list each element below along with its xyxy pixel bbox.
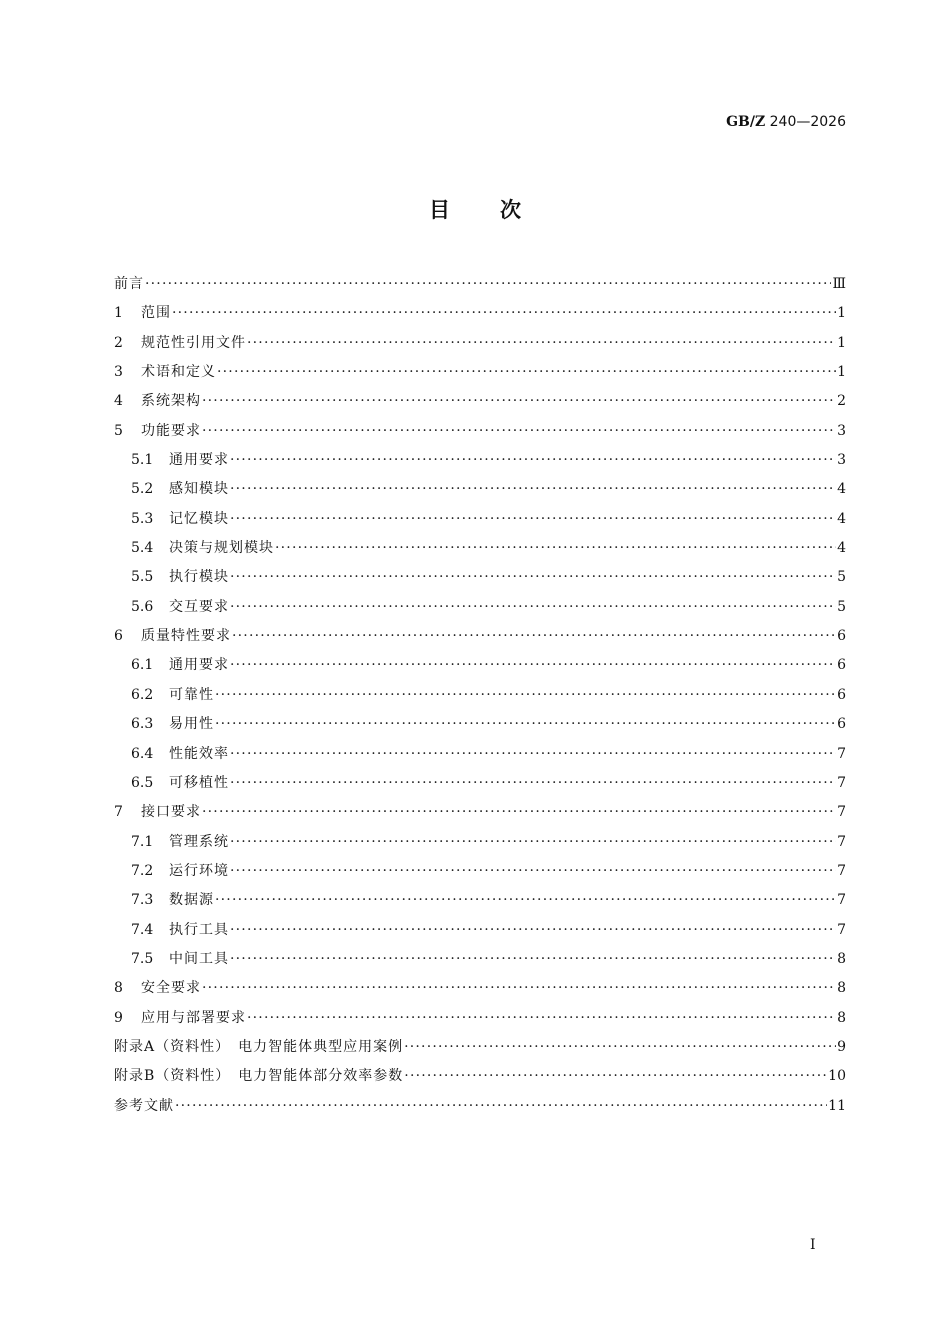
page-number: Ⅰ [810,1237,816,1253]
toc-entry-label: 术语和定义 [141,364,216,381]
toc-entry[interactable] [114,945,846,974]
toc-entry[interactable] [114,769,846,798]
toc-entry-label: 前言 [114,276,144,292]
toc-entry-label: 运行环境 [169,862,229,879]
toc-entry[interactable] [114,740,846,769]
toc-entry-number: 4 [114,393,123,410]
toc-entry-page: 7 [837,862,846,879]
toc-entry-number: 7.1 [131,833,154,850]
standard-number: 240—2026 [769,114,846,130]
toc-entry-page: 1 [837,364,846,381]
toc-entry-label: 执行模块 [169,569,229,586]
dot-leader [230,916,836,945]
toc-entry[interactable] [114,299,846,328]
toc-entry-number: 5.5 [131,569,154,586]
dot-leader [172,299,836,328]
dot-leader [230,563,836,592]
toc-entry-label: 规范性引用文件 [141,334,246,351]
standard-prefix: GB/Z [726,114,766,130]
dot-leader [230,945,836,974]
toc-entry[interactable] [114,974,846,1003]
toc-entry-number: 7 [114,804,123,821]
toc-entry[interactable] [114,857,846,886]
toc-entry[interactable] [114,651,846,680]
toc-entry-page: 1 [837,334,846,351]
toc-entry-page: 5 [837,569,846,586]
toc-entry-label: 管理系统 [169,833,229,850]
toc-entry[interactable] [114,417,846,446]
toc-entry-page: 10 [828,1068,846,1085]
toc-entry-page: 3 [837,422,846,439]
toc-entry-number: 3 [114,364,123,381]
toc-entry[interactable] [114,563,846,592]
toc-entry-number: 5.6 [131,598,154,615]
toc-entry-page: 11 [828,1097,846,1114]
dot-leader [247,1004,836,1033]
toc-entry-number: 6.1 [131,657,154,674]
toc-entry[interactable] [114,446,846,475]
table-of-contents [114,270,846,1121]
toc-entry-label: 安全要求 [141,980,201,997]
toc-entry-page: 4 [837,481,846,498]
toc-entry-label: 接口要求 [141,804,201,821]
toc-entry[interactable] [114,475,846,504]
toc-entry[interactable] [114,505,846,534]
toc-entry-number: 5 [114,422,123,439]
dot-leader [230,446,836,475]
toc-entry[interactable] [114,798,846,827]
toc-entry[interactable] [114,681,846,710]
toc-entry-number: 7.5 [131,950,154,967]
toc-entry-page: 8 [837,980,846,997]
toc-entry-label: 决策与规划模块 [169,540,274,557]
toc-entry-number: 6 [114,628,123,645]
toc-entry[interactable] [114,387,846,416]
dot-leader [145,270,831,299]
toc-entry-page: 1 [837,305,846,322]
toc-entry[interactable] [114,886,846,915]
toc-entry-label: 应用与部署要求 [141,1009,246,1026]
toc-entry-label: 可靠性 [169,686,214,703]
toc-entry[interactable] [114,358,846,387]
toc-entry-page: 7 [837,921,846,938]
dot-leader [217,358,836,387]
toc-entry-page: 7 [837,745,846,762]
toc-entry-number: 5.2 [131,481,154,498]
toc-entry-number: 6.2 [131,686,154,703]
toc-entry-number: 7.2 [131,862,154,879]
dot-leader [230,828,836,857]
toc-entry-page: 8 [837,1009,846,1026]
toc-entry-page: 2 [837,393,846,410]
dot-leader [247,329,836,358]
toc-entry-page: 9 [837,1038,846,1055]
dot-leader [230,593,836,622]
dot-leader [230,857,836,886]
toc-entry-number: 1 [114,305,123,322]
toc-entry-number: 8 [114,980,123,997]
toc-entry-number: 5.1 [131,452,154,469]
dot-leader [230,740,836,769]
toc-entry[interactable] [114,1004,846,1033]
page-title: 目次 [429,198,571,222]
toc-entry[interactable] [114,1033,846,1062]
toc-entry-label: 系统架构 [141,393,201,410]
toc-entry-page: 8 [837,950,846,967]
dot-leader [230,651,836,680]
toc-entry-page: 7 [837,804,846,821]
toc-entry-label: 范围 [141,305,171,322]
dot-leader [202,798,836,827]
dot-leader [404,1062,827,1091]
toc-entry-label: 感知模块 [169,481,229,498]
toc-entry-number: 5.3 [131,510,154,527]
toc-entry-page: 3 [837,452,846,469]
dot-leader [275,534,836,563]
toc-entry-page: 4 [837,540,846,557]
dot-leader [175,1092,827,1121]
toc-entry-label: 参考文献 [114,1097,174,1114]
toc-entry[interactable] [114,329,846,358]
toc-entry-label: 易用性 [169,716,214,733]
toc-entry-number: 6.5 [131,774,154,791]
toc-entry[interactable] [114,828,846,857]
toc-entry-number: 7.3 [131,892,154,909]
toc-entry-number: 9 [114,1009,123,1026]
dot-leader [202,974,836,1003]
toc-entry[interactable] [114,1092,846,1121]
toc-entry-page: 6 [837,716,846,733]
toc-entry-number: 5.4 [131,540,154,557]
toc-entry-page: Ⅲ [832,276,846,292]
toc-entry-page: 7 [837,774,846,791]
toc-entry[interactable] [114,710,846,739]
toc-entry-label: 交互要求 [169,598,229,615]
dot-leader [215,681,836,710]
toc-entry-label: 执行工具 [169,921,229,938]
toc-entry-page: 4 [837,510,846,527]
dot-leader [230,505,836,534]
toc-entry-number: 7.4 [131,921,154,938]
toc-entry-page: 5 [837,598,846,615]
toc-entry[interactable] [114,622,846,651]
toc-entry-page: 7 [837,892,846,909]
toc-entry[interactable] [114,270,846,299]
toc-entry-page: 6 [837,657,846,674]
dot-leader [215,710,836,739]
toc-entry-label: 性能效率 [169,745,229,762]
toc-entry-label: 中间工具 [169,950,229,967]
toc-entry-label: 附录A（资料性） 电力智能体典型应用案例 [114,1038,404,1055]
toc-entry-label: 通用要求 [169,657,229,674]
toc-entry[interactable] [114,916,846,945]
toc-entry-label: 通用要求 [169,452,229,469]
toc-entry-label: 质量特性要求 [141,628,231,645]
toc-entry-page: 7 [837,833,846,850]
dot-leader [232,622,836,651]
toc-entry-number: 6.4 [131,745,154,762]
standard-code [726,114,846,130]
toc-entry[interactable] [114,534,846,563]
toc-entry-page: 6 [837,628,846,645]
toc-entry-number: 6.3 [131,716,154,733]
toc-entry[interactable] [114,1062,846,1091]
toc-entry-label: 记忆模块 [169,510,229,527]
dot-leader [230,475,836,504]
dot-leader [202,387,836,416]
toc-entry-label: 功能要求 [141,422,201,439]
dot-leader [215,886,836,915]
toc-entry-number: 2 [114,334,123,351]
toc-entry-label: 附录B（资料性） 电力智能体部分效率参数 [114,1068,404,1085]
toc-entry-page: 6 [837,686,846,703]
toc-entry[interactable] [114,593,846,622]
dot-leader [230,769,836,798]
dot-leader [202,417,836,446]
dot-leader [404,1033,836,1062]
toc-entry-label: 可移植性 [169,774,229,791]
toc-entry-label: 数据源 [169,892,214,909]
